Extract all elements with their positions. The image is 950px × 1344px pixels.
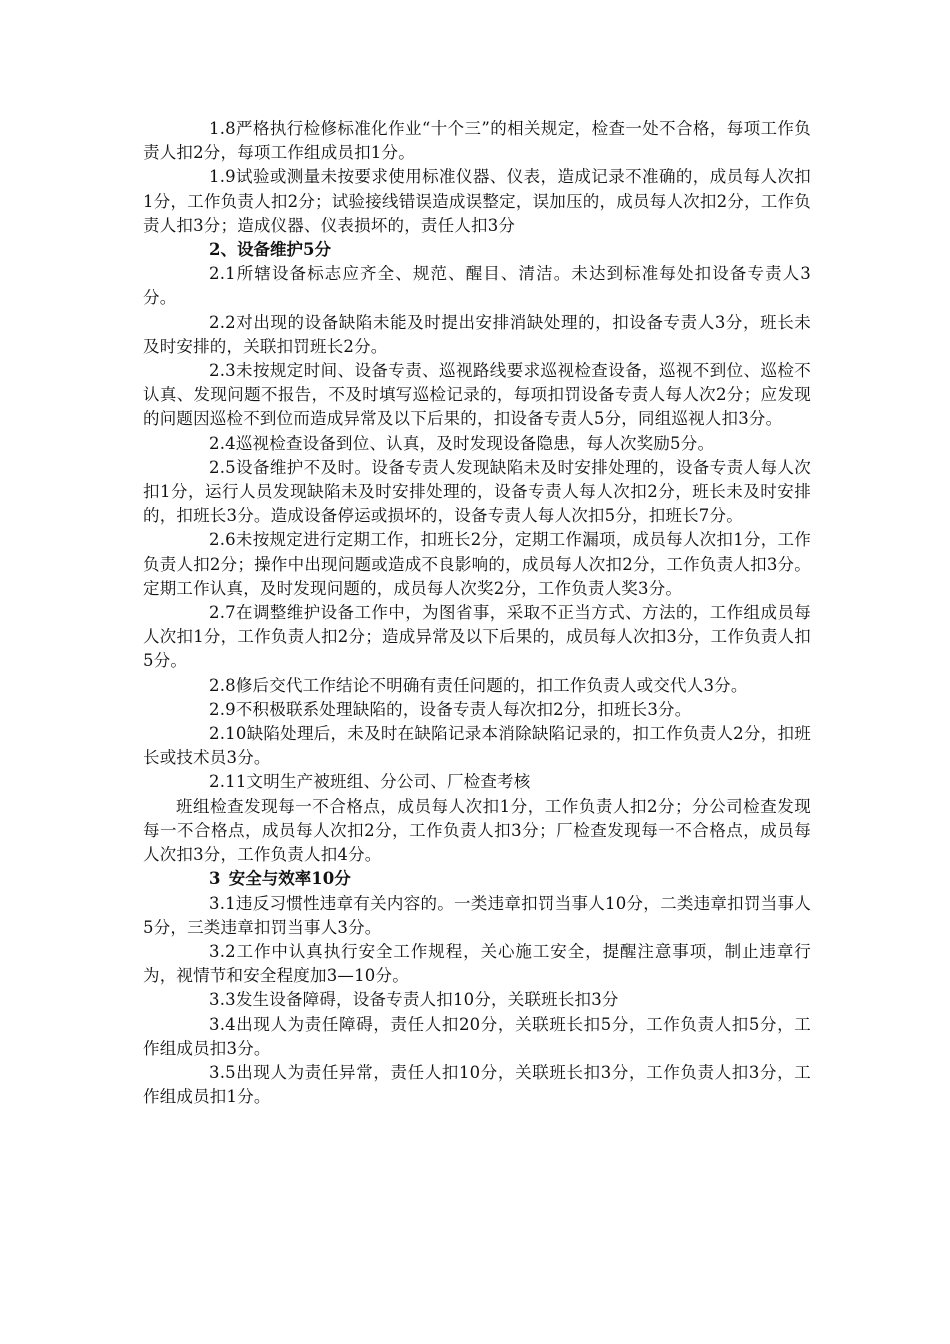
section-heading-3 [143, 867, 811, 891]
clause-3-2 [143, 940, 811, 988]
clause-1-8 [143, 117, 811, 165]
clause-number: 2.10 [209, 724, 247, 744]
clause-2-7 [143, 601, 811, 674]
clause-2-6 [143, 528, 811, 601]
clause-text: 试验或测量未按要求使用标准仪器、仪表，造成记录不准确的，成员每人次扣1分，工作负责人扣2分；试验接线错误造成误整定，误加压的，成员每人次扣2分，工作负责人扣3分；造成仪器、仪表损坏的，责任人扣3分 [143, 167, 811, 235]
clause-text: 对出现的设备缺陷未能及时提出安排消缺处理的，扣设备专责人3分，班长未及时安排的，关联扣罚班长2分。 [143, 312, 811, 356]
clause-number: 2.2 [209, 312, 236, 332]
clause-3-3 [143, 988, 811, 1012]
clause-number: 3.2 [209, 941, 236, 961]
clause-text: 设备维护不及时。设备专责人发现缺陷未及时安排处理的，设备专责人每人次扣1分，运行人员发现缺陷未及时安排处理的，设备专责人每人次扣2分，班长未及时安排的，扣班长3分。造成设备停运或损坏的，设备专责人每人次扣5分，扣班长7分。 [143, 457, 811, 526]
section-heading-2 [143, 238, 811, 262]
clause-2-9 [143, 698, 811, 722]
clause-number: 1.8 [209, 119, 236, 138]
clause-number: 2.11 [209, 772, 247, 792]
clause-2-3 [143, 359, 811, 432]
clause-2-1 [143, 262, 811, 310]
clause-text: 违反习惯性违章有关内容的。一类违章扣罚当事人10分，二类违章扣罚当事人5分，三类违章扣罚当事人3分。 [143, 893, 811, 937]
clause-number: 2.7 [209, 603, 236, 623]
clause-3-1 [143, 892, 811, 940]
clause-1-9 [143, 165, 811, 238]
clause-text: 不积极联系处理缺陷的，设备专责人每次扣2分，扣班长3分。 [235, 699, 692, 719]
clause-text: 班组检查发现每一不合格点，成员每人次扣1分，工作负责人扣2分；分公司检查发现每一不合格点，成员每人次扣2分，工作负责人扣3分；厂检查发现每一不合格点，成员每人次扣3分，工作负责人扣4分。 [143, 796, 811, 865]
clause-number: 2.1 [209, 264, 236, 284]
clause-text: 未按规定时间、设备专责、巡视路线要求巡视检查设备，巡视不到位、巡检不认真、发现问题不报告，不及时填写巡检记录的，每项扣罚设备专责人每人次2分；应发现的问题因巡检不到位而造成异常及以下后果的，扣设备专责人5分，同组巡视人扣3分。 [143, 361, 811, 429]
clause-2-5 [143, 456, 811, 529]
clause-3-4 [143, 1013, 811, 1061]
clause-number: 3.3 [209, 990, 236, 1010]
section-number: 3 [209, 869, 221, 889]
clause-text: 巡视检查设备到位、认真，及时发现设备隐患，每人次奖励5分。 [235, 433, 715, 453]
clause-number: 2.9 [209, 699, 236, 719]
clause-number: 3.5 [209, 1062, 236, 1082]
clause-number: 2.8 [209, 675, 236, 695]
clause-text: 修后交代工作结论不明确有责任问题的，扣工作负责人或交代人3分。 [235, 675, 748, 695]
clause-2-2 [143, 311, 811, 359]
clause-2-8 [143, 674, 811, 698]
clause-2-11-detail [143, 795, 811, 868]
clause-text: 缺陷处理后，未及时在缺陷记录本消除缺陷记录的，扣工作负责人2分，扣班长或技术员3分。 [143, 724, 811, 768]
clause-number: 3.1 [209, 893, 236, 913]
clause-number: 2.6 [209, 530, 236, 550]
clause-2-4 [143, 432, 811, 456]
clause-number: 1.9 [209, 167, 236, 187]
clause-text: 工作中认真执行安全工作规程，关心施工安全，提醒注意事项，制止违章行为，视情节和安全程度加3—10分。 [143, 941, 811, 986]
section-number: 2、 [209, 240, 237, 260]
clause-text: 未按规定进行定期工作，扣班长2分，定期工作漏项，成员每人次扣1分，工作负责人扣2分；操作中出现问题或造成不良影响的，成员每人次扣2分，工作负责人扣3分。定期工作认真，及时发现问题的，成员每人次奖2分，工作负责人奖3分。 [143, 530, 811, 598]
clause-2-10 [143, 722, 811, 770]
clause-2-11 [143, 770, 811, 794]
section-title: 安全与效率10分 [228, 869, 351, 889]
clause-text: 发生设备障碍，设备专责人扣10分，关联班长扣3分 [235, 990, 619, 1010]
clause-3-5 [143, 1061, 811, 1109]
clause-text: 所辖设备标志应齐全、规范、醒目、清洁。未达到标准每处扣设备专责人3分。 [143, 264, 811, 308]
section-title: 设备维护5分 [236, 240, 331, 260]
clause-text: 文明生产被班组、分公司、厂检查考核 [246, 772, 531, 792]
clause-text: 出现人为责任障碍，责任人扣20分，关联班长扣5分，工作负责人扣5分，工作组成员扣3分。 [143, 1014, 811, 1058]
clause-text: 严格执行检修标准化作业“十个三”的相关规定，检查一处不合格，每项工作负责人扣2分，每项工作组成员扣1分。 [143, 119, 811, 163]
clause-number: 2.3 [209, 361, 236, 381]
clause-text: 在调整维护设备工作中，为图省事，采取不正当方式、方法的，工作组成员每人次扣1分，工作负责人扣2分；造成异常及以下后果的，成员每人次扣3分，工作负责人扣5分。 [143, 603, 811, 671]
clause-number: 2.5 [209, 457, 236, 477]
document-page [143, 117, 811, 1109]
clause-number: 3.4 [209, 1014, 236, 1034]
clause-text: 出现人为责任异常，责任人扣10分，关联班长扣3分，工作负责人扣3分，工作组成员扣1分。 [143, 1062, 811, 1107]
clause-number: 2.4 [209, 433, 236, 453]
